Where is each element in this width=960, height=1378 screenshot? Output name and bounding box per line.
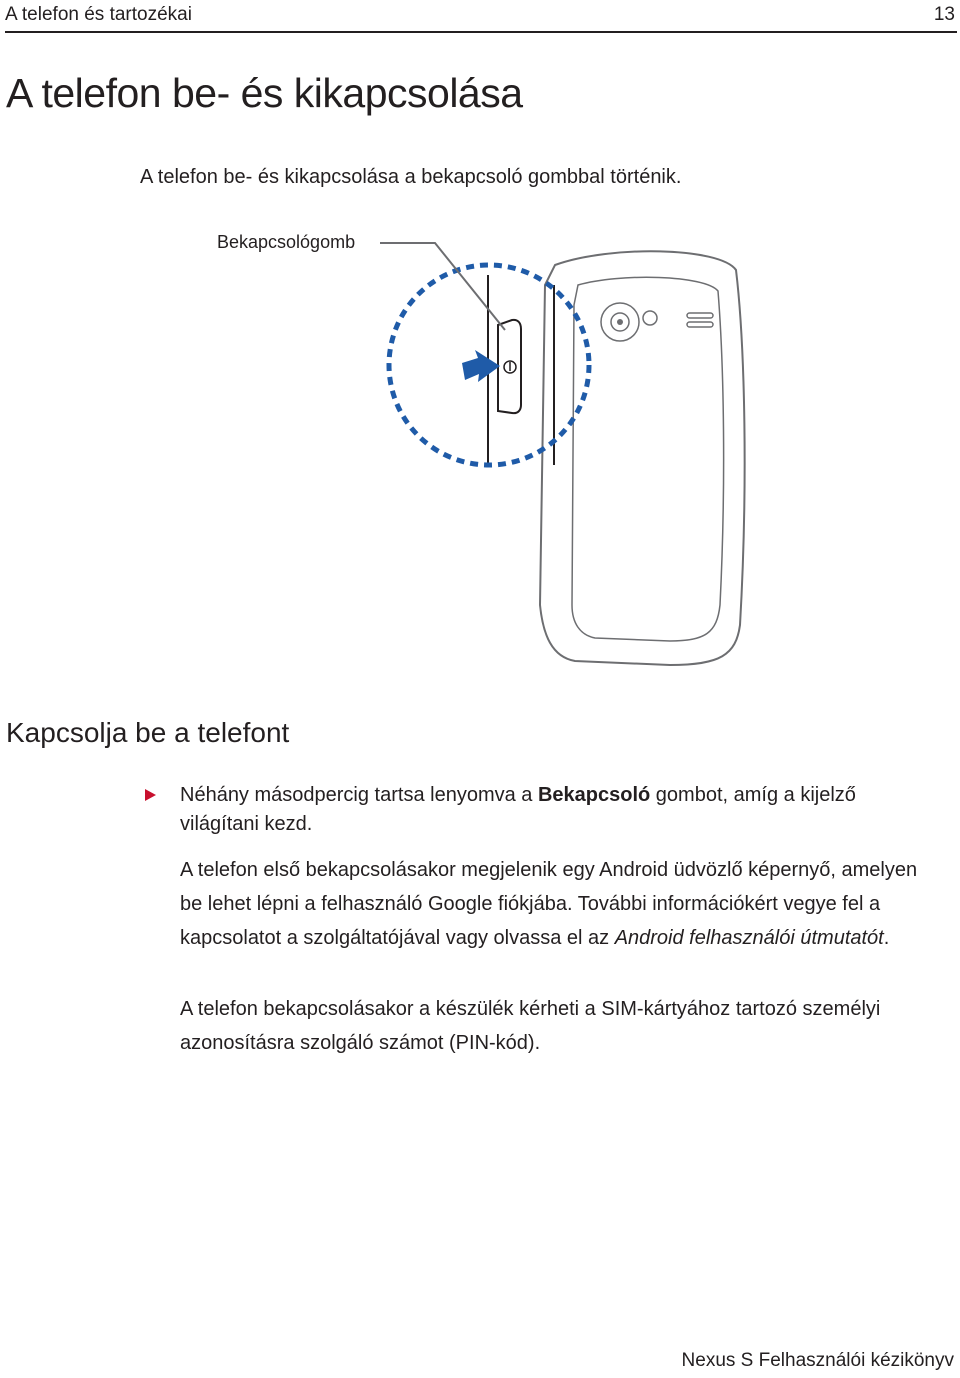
page-number: 13 [933, 4, 955, 25]
subsection-title: Kapcsolja be a telefont [6, 717, 290, 748]
phone-illustration [200, 225, 760, 675]
bullet-triangle-icon [145, 789, 156, 801]
callout-line [380, 243, 505, 330]
italic-reference: Android felhasználói útmutatót [614, 927, 884, 949]
intro-text: A telefon be- és kikapcsolása a bekapcsoló gombbal történik. [140, 166, 682, 188]
callout-label: Bekapcsológomb [217, 232, 356, 252]
page-title: A telefon be- és kikapcsolása [6, 70, 523, 116]
paragraph-pin: A telefon bekapcsolásakor a készülék kérheti a SIM-kártyához tartozó személyi azonosításra szolgáló számot (PIN-kód). [180, 998, 881, 1054]
phone-body-outline [540, 251, 745, 665]
paragraph-android-welcome: A telefon első bekapcsolásakor megjelenik egy Android üdvözlő képernyő, amelyen be lehet lépni a felhasználó Google fiókjába. További információkért vegye fel a kapcsolatot a szolgáltatójával vagy olvassa el az Android felhasználói útmutatót. [180, 859, 918, 949]
bold-term: Bekapcsoló [537, 784, 651, 806]
footer-text: Nexus S Felhasználói kézikönyv [681, 1350, 954, 1371]
press-arrow [462, 350, 500, 382]
bullet-text: Néhány másodpercig tartsa lenyomva a Bekapcsoló gombot, amíg a kijelző világítani kezd. [180, 784, 856, 835]
page-header [5, 0, 957, 33]
bullet-item [145, 781, 925, 839]
section-label: A telefon és tartozékai [5, 4, 192, 25]
